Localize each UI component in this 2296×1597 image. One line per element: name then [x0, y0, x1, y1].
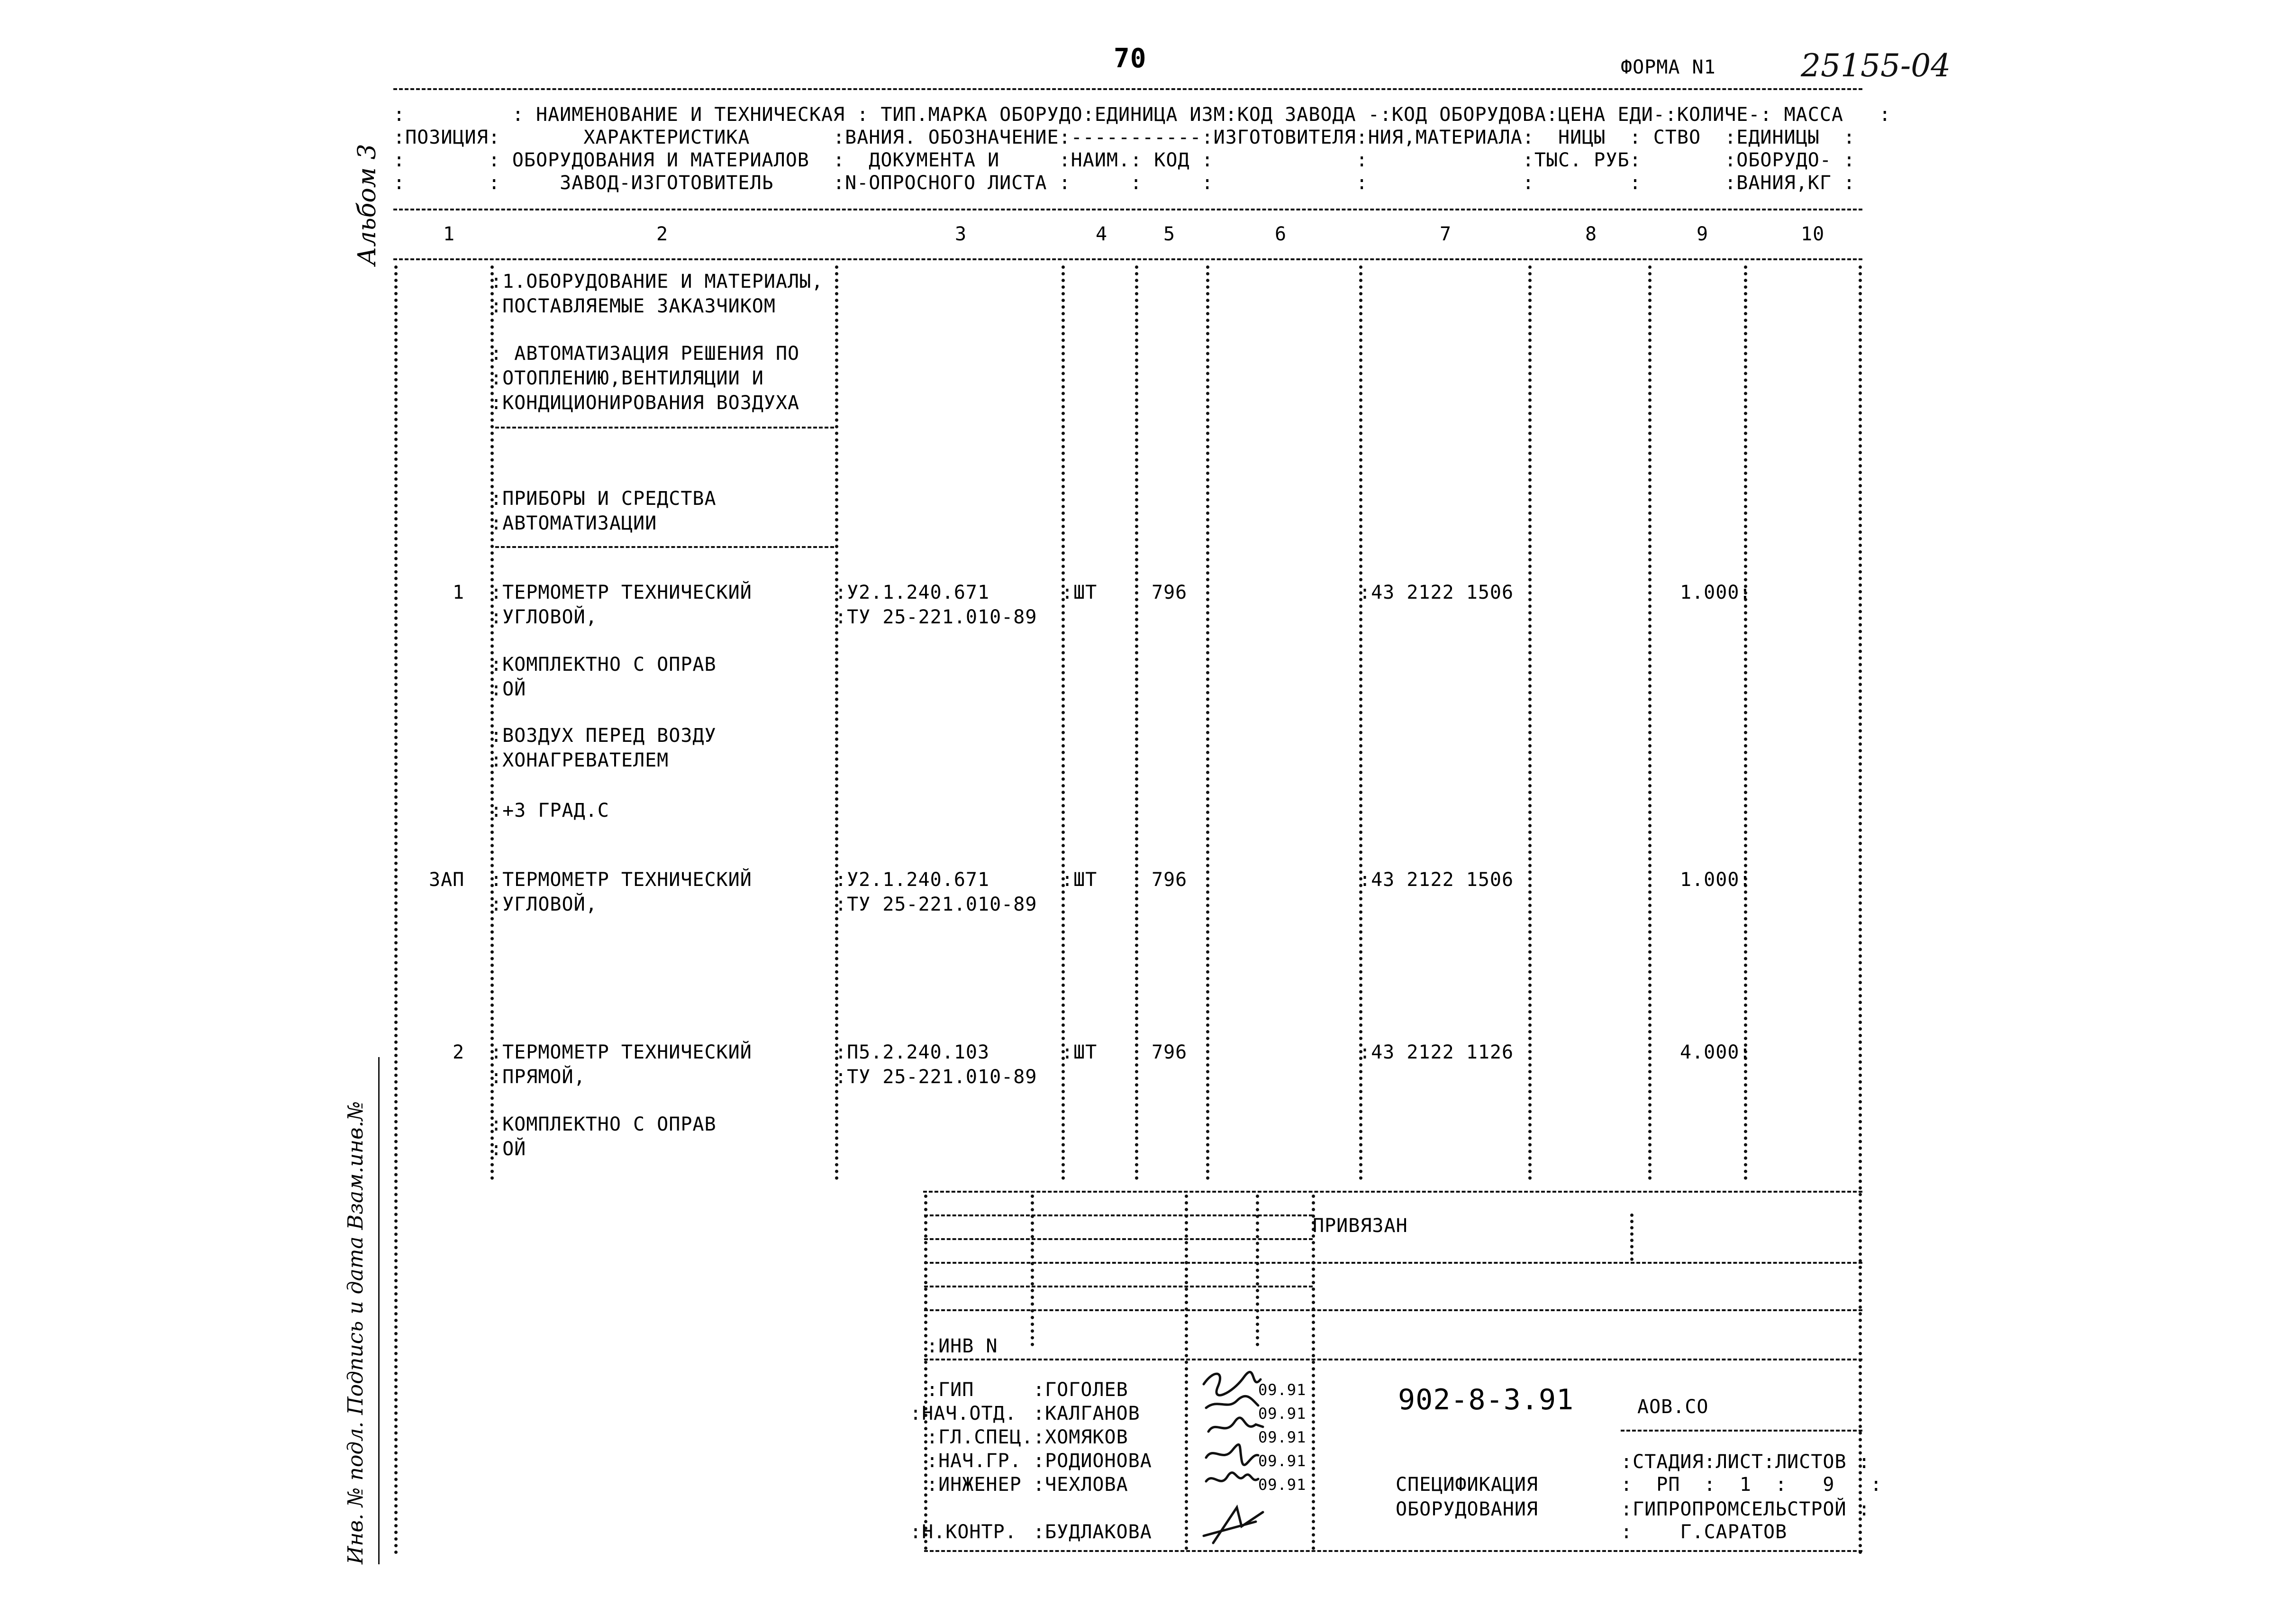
- stamp-rule: [1621, 1430, 1862, 1432]
- col-number: 1: [443, 223, 455, 245]
- col-number: 9: [1697, 223, 1709, 245]
- album-label: Альбом 3: [353, 144, 381, 265]
- row-equip-code: :43 2122 1506: [1359, 869, 1514, 891]
- section-heading: :АВТОМАТИЗАЦИИ: [490, 512, 657, 534]
- row-quantity: 1.000:: [1680, 582, 1751, 603]
- header-bottom-rule: [393, 258, 1862, 260]
- staff-role: :НАЧ.ОТД.: [910, 1403, 1017, 1424]
- col-number: 7: [1440, 223, 1452, 245]
- staff-date: 09.91: [1258, 1476, 1307, 1494]
- col-number: 4: [1096, 223, 1108, 245]
- header-mid-rule: [393, 209, 1862, 210]
- stamp-separator: [1185, 1195, 1188, 1550]
- col-number: 6: [1275, 223, 1287, 245]
- stamp-separator: [1031, 1195, 1034, 1346]
- section-heading: : АВТОМАТИЗАЦИЯ РЕШЕНИЯ ПО: [490, 343, 800, 365]
- row-name-line: :ХОНАГРЕВАТЕЛЕМ: [490, 749, 669, 771]
- staff-name: :ЧЕХЛОВА: [1033, 1474, 1128, 1496]
- header-top-rule: [393, 88, 1862, 90]
- section-heading: :ОТОПЛЕНИЮ,ВЕНТИЛЯЦИИ И: [490, 367, 764, 389]
- col-number: 3: [955, 223, 967, 245]
- staff-role: :ГЛ.СПЕЦ.: [926, 1426, 1034, 1448]
- section-rule: [495, 546, 834, 548]
- section-rule: [495, 427, 834, 429]
- row-name-line: :УГЛОВОЙ,: [490, 606, 598, 628]
- row-doc-line: :У2.1.240.671: [835, 869, 990, 891]
- staff-role: :ИНЖЕНЕР: [926, 1474, 1022, 1496]
- row-name-line: :ПРЯМОЙ,: [490, 1066, 586, 1088]
- col-separator: [1859, 265, 1862, 1555]
- section-heading: :ПРИБОРЫ И СРЕДСТВА: [490, 488, 717, 510]
- side-stamp-border: [378, 1057, 380, 1564]
- project-code: 902-8-3.91: [1398, 1383, 1574, 1416]
- row-unit: :ШТ: [1062, 869, 1098, 891]
- row-equip-code: :43 2122 1506: [1359, 582, 1514, 603]
- col-separator: [1648, 265, 1652, 1180]
- row-name-line: :ВОЗДУХ ПЕРЕД ВОЗДУ: [490, 725, 717, 747]
- staff-name: :КАЛГАНОВ: [1033, 1403, 1140, 1424]
- stamp-rule: [924, 1262, 1862, 1264]
- staff-name: :ХОМЯКОВ: [1033, 1426, 1128, 1448]
- staff-name: :ГОГОЛЕВ: [1033, 1379, 1128, 1401]
- row-name-line: :+3 ГРАД.С: [490, 800, 609, 821]
- row-position: 2: [453, 1041, 465, 1063]
- col-separator: [1528, 265, 1532, 1180]
- row-doc-line: :ТУ 25-221.010-89: [835, 606, 1037, 628]
- row-unit: :ШТ: [1062, 1041, 1098, 1063]
- document-title: ОБОРУДОВАНИЯ: [1396, 1498, 1538, 1520]
- header-line: :ПОЗИЦИЯ: ХАРАКТЕРИСТИКА :ВАНИЯ. ОБОЗНАЧЕНИЕ:-----------:ИЗГОТОВИТЕЛЯ:НИЯ,МАТЕРИАЛА: НИЦЫ : СТВО :ЕДИНИЦЫ :: [393, 127, 1856, 148]
- row-code: 796: [1152, 1041, 1188, 1063]
- staff-name: :РОДИОНОВА: [1033, 1450, 1152, 1472]
- stamp-separator: [1256, 1195, 1259, 1346]
- stamp-top-rule: [923, 1191, 1862, 1193]
- row-quantity: 1.000:: [1680, 869, 1751, 891]
- document-title: СПЕЦИФИКАЦИЯ: [1396, 1474, 1538, 1496]
- row-name-line: :ТЕРМОМЕТР ТЕХНИЧЕСКИЙ: [490, 582, 752, 603]
- staff-role: :ГИП: [926, 1379, 974, 1401]
- side-stamp: Инв. № подл. Подпись и дата Взам.инв.№: [344, 1101, 368, 1564]
- row-position: ЗАП: [429, 869, 465, 891]
- col-number: 8: [1585, 223, 1597, 245]
- staff-date: 09.91: [1258, 1381, 1307, 1399]
- section-heading: :КОНДИЦИОНИРОВАНИЯ ВОЗДУХА: [490, 392, 800, 414]
- row-unit: :ШТ: [1062, 582, 1098, 603]
- header-line: : : ЗАВОД-ИЗГОТОВИТЕЛЬ :N-ОПРОСНОГО ЛИСТА : : : : : : :ВАНИЯ,КГ :: [393, 172, 1856, 194]
- staff-date: 09.91: [1258, 1452, 1307, 1470]
- staff-role: :НАЧ.ГР.: [926, 1450, 1022, 1472]
- row-name-line: :КОМПЛЕКТНО С ОПРАВ: [490, 1113, 717, 1135]
- col-number: 2: [656, 223, 669, 245]
- signatures-icon: [1199, 1365, 1313, 1550]
- stamp-rule: [924, 1214, 1313, 1216]
- row-position: 1: [453, 582, 465, 603]
- archive-number: 25155-04: [1801, 47, 1951, 84]
- row-quantity: 4.000:: [1680, 1041, 1751, 1063]
- row-code: 796: [1152, 582, 1188, 603]
- section-heading: :1.ОБОРУДОВАНИЕ И МАТЕРИАЛЫ,: [490, 271, 824, 292]
- col-number: 10: [1801, 223, 1825, 245]
- staff-date: 09.91: [1258, 1405, 1307, 1423]
- col-separator: [1206, 265, 1209, 1180]
- stamp-rule: [924, 1286, 1313, 1287]
- stamp-bottom-rule: [924, 1550, 1862, 1552]
- staff-name: :БУДЛАКОВА: [1033, 1521, 1152, 1543]
- row-doc-line: :ТУ 25-221.010-89: [835, 1066, 1037, 1088]
- organization-name: :ГИПРОПРОМСЕЛЬСТРОЙ :: [1621, 1498, 1870, 1520]
- stage-values: : РП : 1 : 9 :: [1621, 1474, 1882, 1496]
- header-line: : : ОБОРУДОВАНИЯ И МАТЕРИАЛОВ : ДОКУМЕНТА И :НАИМ.: КОД : : :ТЫС. РУБ: :ОБОРУДО- :: [393, 149, 1856, 171]
- row-name-line: :КОМПЛЕКТНО С ОПРАВ: [490, 654, 717, 675]
- staff-role: :Н.КОНТР.: [910, 1521, 1017, 1543]
- stamp-rule: [924, 1309, 1862, 1311]
- row-name-line: :ТЕРМОМЕТР ТЕХНИЧЕСКИЙ: [490, 1041, 752, 1063]
- stamp-separator: [924, 1195, 927, 1550]
- row-doc-line: :П5.2.240.103: [835, 1041, 990, 1063]
- staff-date: 09.91: [1258, 1428, 1307, 1446]
- stamp-rule: [924, 1238, 1313, 1240]
- inventory-label: :ИНВ N: [926, 1335, 998, 1357]
- stamp-rule: [924, 1359, 1862, 1360]
- section-heading: :ПОСТАВЛЯЕМЫЕ ЗАКАЗЧИКОМ: [490, 295, 776, 317]
- row-name-line: :УГЛОВОЙ,: [490, 894, 598, 915]
- row-doc-line: :ТУ 25-221.010-89: [835, 894, 1037, 915]
- col-separator: [394, 265, 398, 1555]
- stamp-separator: [1630, 1214, 1634, 1261]
- header-line: : : НАИМЕНОВАНИЕ И ТЕХНИЧЕСКАЯ : ТИП.МАРКА ОБОРУДО:ЕДИНИЦА ИЗМ:КОД ЗАВОДА -:КОД ОБОРУДОВА:ЦЕНА ЕДИ-:КОЛИЧЕ-: МАССА :: [393, 104, 1891, 126]
- col-number: 5: [1163, 223, 1176, 245]
- page-number: 70: [1114, 43, 1147, 74]
- row-doc-line: :У2.1.240.671: [835, 582, 990, 603]
- row-equip-code: :43 2122 1126: [1359, 1041, 1514, 1063]
- row-code: 796: [1152, 869, 1188, 891]
- attached-label: ПРИВЯЗАН: [1313, 1215, 1408, 1237]
- row-name-line: :ТЕРМОМЕТР ТЕХНИЧЕСКИЙ: [490, 869, 752, 891]
- row-name-line: :ОЙ: [490, 1138, 526, 1160]
- form-label: ФОРМА N1: [1621, 56, 1716, 78]
- document-code: АОВ.СО: [1637, 1396, 1709, 1418]
- col-separator: [1135, 265, 1138, 1180]
- stage-header: :СТАДИЯ:ЛИСТ:ЛИСТОВ :: [1621, 1451, 1870, 1473]
- organization-city: : Г.САРАТОВ: [1621, 1521, 1788, 1543]
- row-name-line: :ОЙ: [490, 678, 526, 700]
